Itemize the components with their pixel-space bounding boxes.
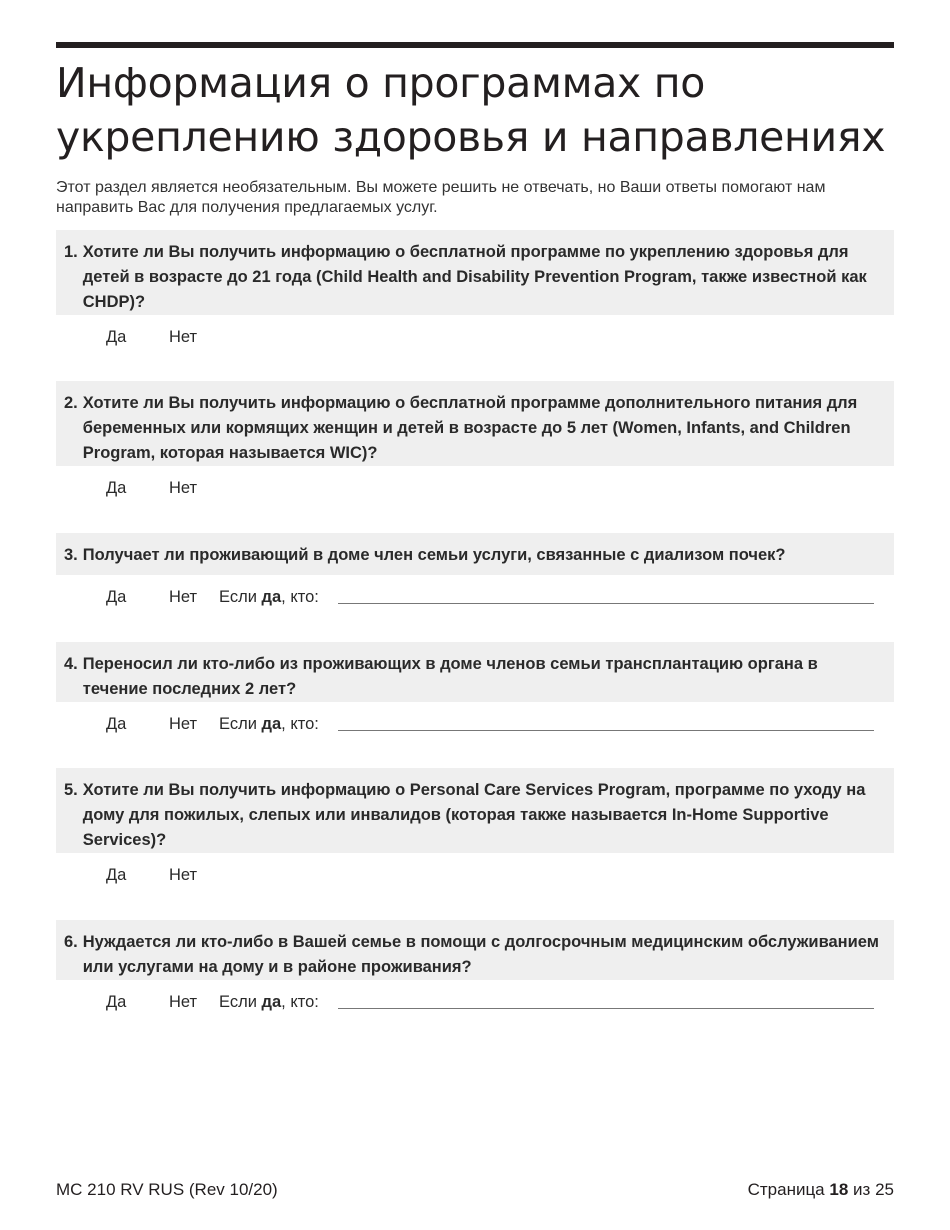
option-no[interactable]: Нет [169, 715, 198, 733]
top-rule [56, 42, 894, 48]
question-number: 4. [64, 655, 78, 673]
option-yes[interactable]: Да [106, 715, 127, 733]
option-yes[interactable]: Да [106, 993, 127, 1011]
if-yes-label: Если да, кто: [219, 715, 319, 733]
page-number: Страница 18 из 25 [747, 1180, 894, 1199]
question-3 [56, 533, 894, 575]
answer-row-3 [56, 585, 894, 609]
fill-in-line[interactable] [338, 730, 874, 731]
answer-row-6 [56, 990, 894, 1014]
option-yes[interactable]: Да [106, 479, 127, 497]
if-yes-label: Если да, кто: [219, 993, 319, 1011]
form-id: MC 210 RV RUS (Rev 10/20) [56, 1180, 278, 1199]
option-no[interactable]: Нет [169, 993, 198, 1011]
option-yes[interactable]: Да [106, 588, 127, 606]
answer-row-5 [56, 863, 894, 887]
fill-in-line[interactable] [338, 1008, 874, 1009]
option-no[interactable]: Нет [169, 588, 198, 606]
question-number: 3. [64, 546, 78, 564]
option-no[interactable]: Нет [169, 328, 198, 346]
if-yes-label: Если да, кто: [219, 588, 319, 606]
question-number: 2. [64, 394, 78, 412]
question-number: 6. [64, 933, 78, 951]
answer-row-1 [56, 325, 894, 349]
question-text: Переносил ли кто-либо из проживающих в доме членов семьи трансплантацию органа в течение последних 2 лет? [82, 655, 818, 698]
question-4 [56, 642, 894, 702]
option-no[interactable]: Нет [169, 866, 198, 884]
question-2 [56, 381, 894, 466]
option-yes[interactable]: Да [106, 866, 127, 884]
fill-in-line[interactable] [338, 603, 874, 604]
answer-row-2 [56, 476, 894, 500]
question-5 [56, 768, 894, 853]
question-text: Нуждается ли кто-либо в Вашей семье в помощи с долгосрочным медицинским обслуживанием или услугами на дому и в районе проживания? [82, 933, 879, 976]
question-text: Хотите ли Вы получить информацию о Personal Care Services Program, программе по уходу на дому для пожилых, слепых или инвалидов (которая также называется In-Home Supportive Services)? [82, 781, 866, 849]
question-text: Получает ли проживающий в доме член семьи услуги, связанные с диализом почек? [82, 546, 786, 564]
question-number: 1. [64, 243, 78, 261]
question-text: Хотите ли Вы получить информацию о бесплатной программе дополнительного питания для беременных или кормящих женщин и детей в возрасте до 5 лет (Women, Infants, and Children Program, которая называется WIC)? [82, 394, 858, 462]
question-6 [56, 920, 894, 980]
intro-text: Этот раздел является необязательным. Вы можете решить не отвечать, но Ваши ответы помогают нам направить Вас для получения предлагаемых услуг. [56, 179, 826, 216]
option-yes[interactable]: Да [106, 328, 127, 346]
question-number: 5. [64, 781, 78, 799]
option-no[interactable]: Нет [169, 479, 198, 497]
answer-row-4 [56, 712, 894, 736]
page-title: Информация о программах по укреплению здоровья и направлениях [56, 59, 886, 161]
question-1 [56, 230, 894, 315]
question-text: Хотите ли Вы получить информацию о бесплатной программе по укреплению здоровья для детей в возрасте до 21 года (Child Health and Disability Prevention Program, также известной как CHDP)? [82, 243, 867, 311]
